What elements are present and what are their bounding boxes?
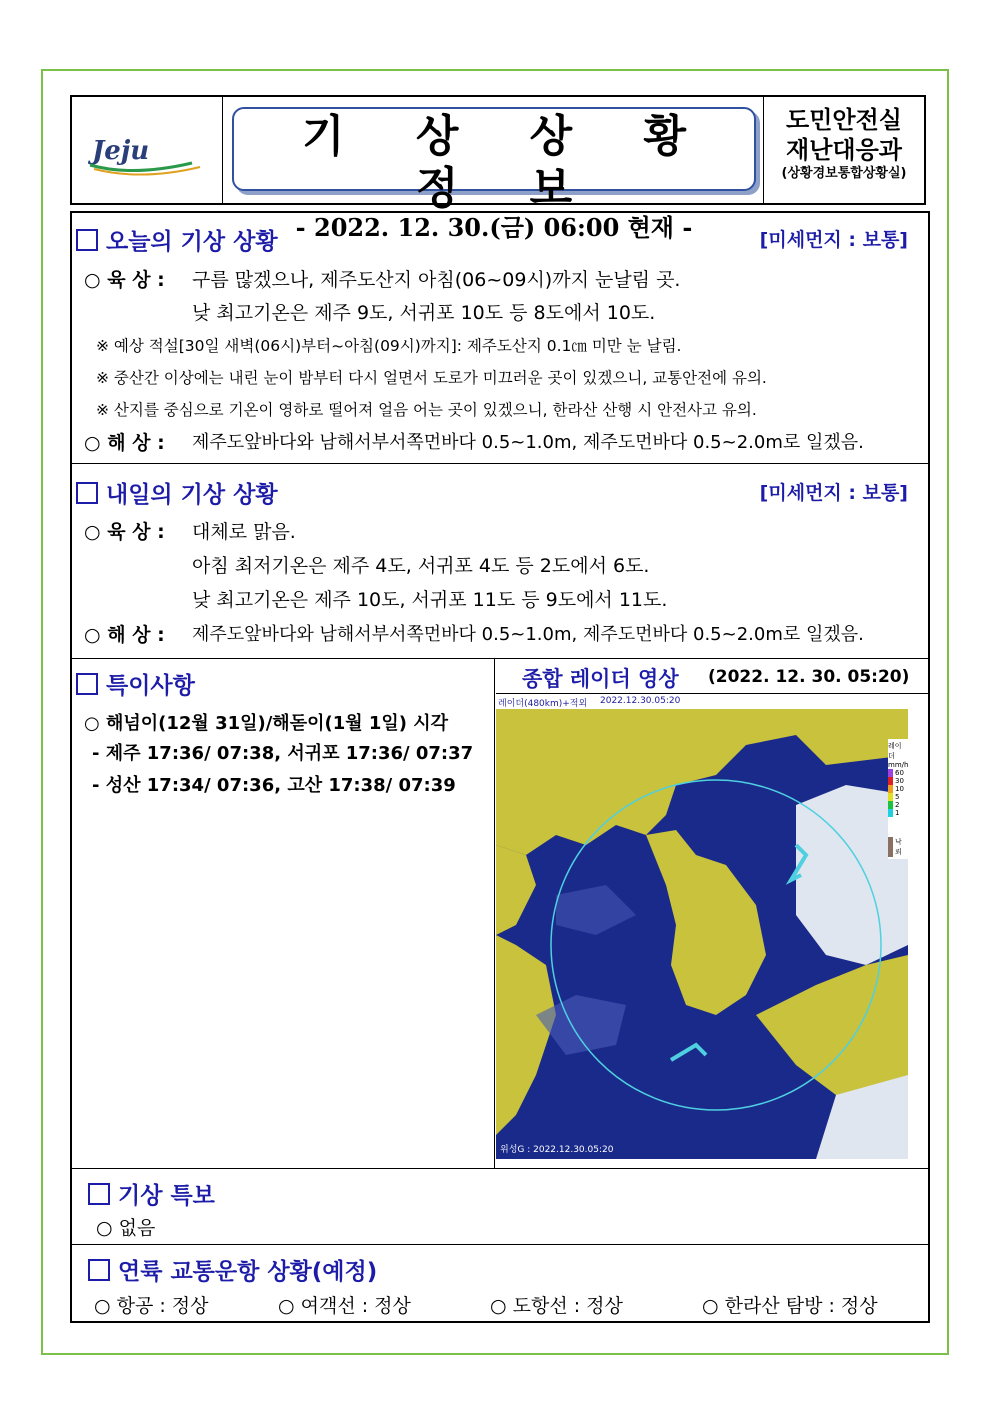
today-heading: 오늘의 기상 상황 [76,223,278,256]
radar-header [496,659,928,694]
special-heading: 특이사항 [76,667,195,700]
legend-item: 2 [888,801,908,809]
legend-unit: mm/h [888,761,908,769]
tomorrow-land-2: 아침 최저기온은 제주 4도, 서귀포 4도 등 2도에서 6도. [192,555,650,577]
radar-image [496,695,908,1159]
report-datetime: - 2022. 12. 30.(금) 06:00 현재 - [295,213,693,242]
legend-item: 30 [888,777,908,785]
checkbox-icon [76,673,98,695]
column-divider [494,659,495,1169]
traffic-ferry: ○ 여객선 : 정상 [278,1295,411,1317]
today-land-label: ○ 육 상 : [84,269,165,291]
legend-item: 10 [888,785,908,793]
legend-item: 5 [888,793,908,801]
dept-division: 재난대응과 [786,136,902,164]
tomorrow-section [72,464,928,659]
today-note-2: ※ 중산간 이상에는 내린 눈이 밤부터 다시 얼면서 도로가 미끄러운 곳이 있겠으니, 교통안전에 유의. [96,369,767,387]
special-radar-section [72,659,928,1169]
warning-status: ○ 없음 [96,1217,156,1239]
radar-timestamp: (2022. 12. 30. 05:20) [708,667,910,687]
radar-map [496,695,908,1159]
traffic-section [72,1245,928,1321]
tomorrow-land-1: 대체로 맑음. [192,521,296,543]
legend-title: 레이더 [888,742,902,760]
tomorrow-land-label: ○ 육 상 : [84,521,165,543]
today-land-1: 구름 많겠으나, 제주도산지 아침(06~09시)까지 눈날림 곳. [192,269,681,291]
report-body [70,211,930,1323]
traffic-island-ferry: ○ 도항선 : 정상 [490,1295,623,1317]
warning-heading: 기상 특보 [88,1177,215,1210]
legend-item: 1 [888,809,908,817]
title-box [232,107,756,242]
checkbox-icon [88,1259,110,1281]
sun-times-2: - 성산 17:34/ 07:36, 고산 17:38/ 07:39 [92,775,456,796]
checkbox-icon [76,482,98,504]
radar-top-time: 2022.12.30.05:20 [600,696,681,706]
radar-legend [888,739,908,859]
today-dust: [미세먼지 : 보통] [759,229,908,251]
sunset-sunrise-title: ○ 해넘이(12월 31일)/해돋이(1월 1일) 시각 [84,713,449,734]
checkbox-icon [76,229,98,251]
tomorrow-sea-label: ○ 해 상 : [84,624,165,646]
logo-cell [72,97,223,203]
jeju-logo [72,97,222,203]
tomorrow-land-3: 낮 최고기온은 제주 10도, 서귀포 11도 등 9도에서 11도. [192,589,668,611]
page-title: 기 상 상 황 정 보 [302,111,714,214]
department-cell [763,97,924,203]
today-sea-label: ○ 해 상 : [84,432,165,454]
svg-text:Jeju: Jeju [92,136,150,166]
tomorrow-dust: [미세먼지 : 보통] [759,482,908,504]
traffic-heading: 연륙 교통운항 상황(예정) [88,1253,377,1286]
today-land-2: 낮 최고기온은 제주 9도, 서귀포 10도 등 8도에서 10도. [192,302,656,324]
radar-top-label: 레이더(480km)+적외 [498,699,588,709]
tomorrow-heading: 내일의 기상 상황 [76,476,278,509]
checkbox-icon [88,1183,110,1205]
radar-bottom-label: 위성G : 2022.12.30.05:20 [500,1145,614,1155]
dept-room: (상황경보통합상황실) [781,166,907,181]
traffic-air: ○ 항공 : 정상 [94,1295,209,1317]
warning-section [72,1169,928,1245]
today-section [72,213,928,464]
legend-lightning: 낙뢰 [888,837,908,857]
dept-name: 도민안전실 [786,106,902,134]
legend-item: 60 [888,769,908,777]
traffic-hallasan: ○ 한라산 탐방 : 정상 [702,1295,878,1317]
tomorrow-sea: 제주도앞바다와 남해서부서쪽먼바다 0.5~1.0m, 제주도먼바다 0.5~2.0m로 일겠음. [192,624,864,645]
today-sea: 제주도앞바다와 남해서부서쪽먼바다 0.5~1.0m, 제주도먼바다 0.5~2.0m로 일겠음. [192,432,864,453]
radar-heading: 종합 레이더 영상 [522,667,679,691]
today-note-3: ※ 산지를 중심으로 기온이 영하로 떨어져 얼음 어는 곳이 있겠으니, 한라산 산행 시 안전사고 유의. [96,401,757,419]
sun-times-1: - 제주 17:36/ 07:38, 서귀포 17:36/ 07:37 [92,743,474,764]
today-note-1: ※ 예상 적설[30일 새벽(06시)부터~아침(09시)까지]: 제주도산지 0.1㎝ 미만 눈 날림. [96,337,682,355]
